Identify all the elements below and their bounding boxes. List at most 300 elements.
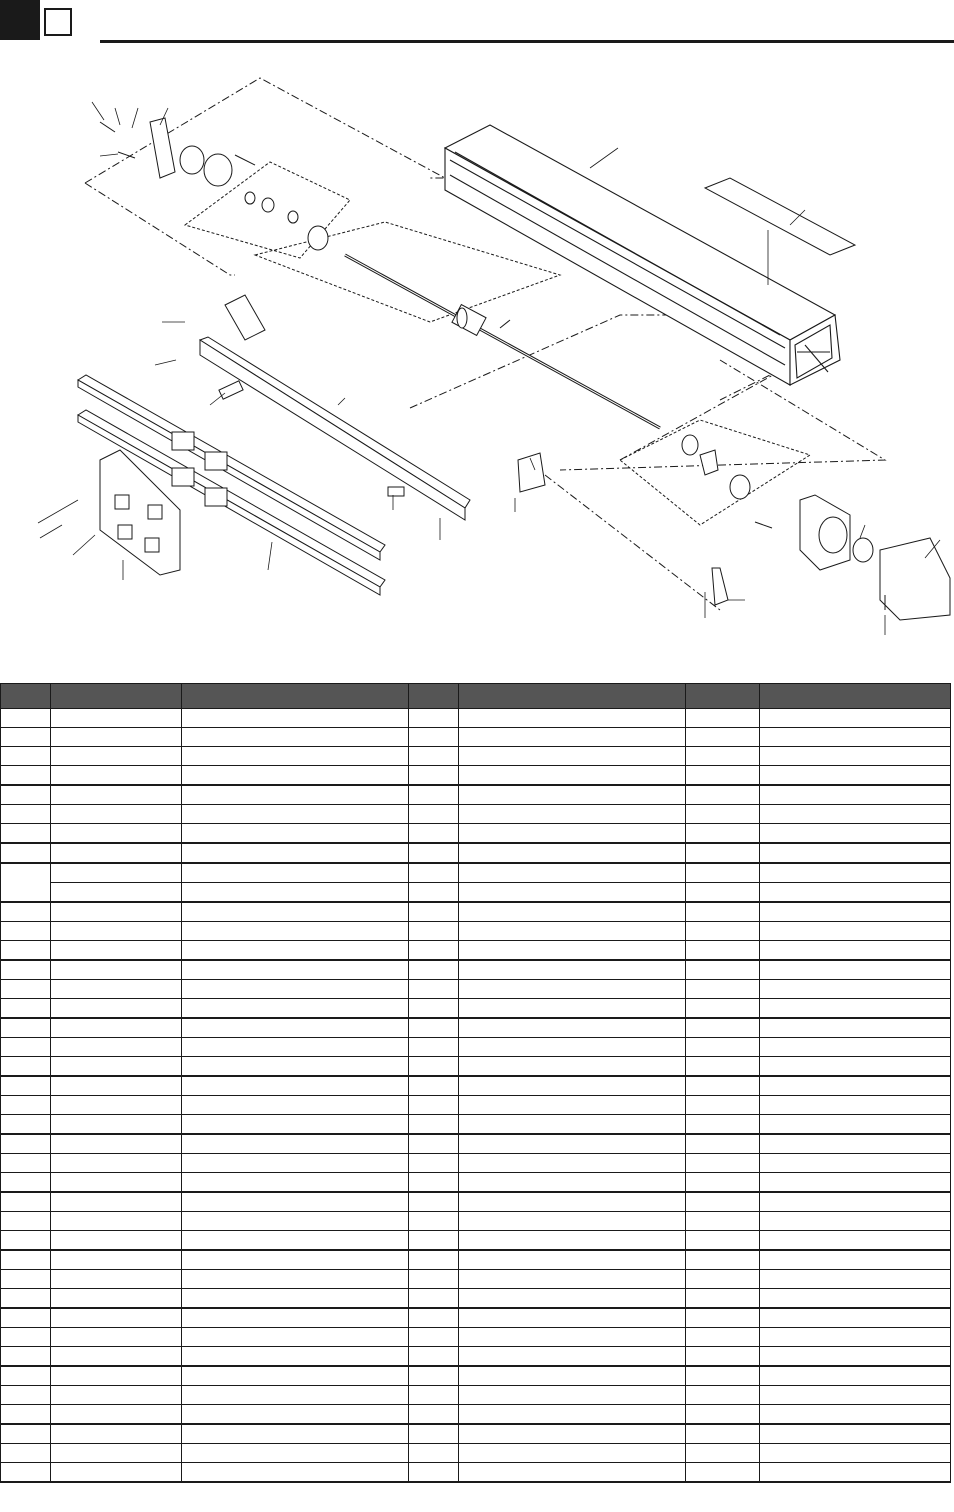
table-cell: [182, 960, 409, 980]
table-row: [1, 1018, 951, 1038]
table-cell: [182, 1405, 409, 1425]
table-cell: [459, 805, 686, 824]
table-cell: [182, 824, 409, 844]
table-cell: [760, 1018, 951, 1038]
table-cell: [182, 1289, 409, 1309]
table-cell: [51, 1076, 182, 1096]
table-cell: [1, 1115, 51, 1135]
table-row: [1, 805, 951, 824]
table-row: [1, 1154, 951, 1173]
table-cell: [1, 1192, 51, 1212]
table-cell: [686, 1444, 760, 1463]
table-cell: [409, 785, 459, 805]
table-cell: [459, 1308, 686, 1328]
column-header: [409, 684, 459, 709]
table-cell: [1, 863, 51, 902]
table-row: [1, 1096, 951, 1115]
table-cell: [686, 1057, 760, 1077]
table-cell: [760, 999, 951, 1019]
table-cell: [51, 1289, 182, 1309]
table-cell: [1, 1076, 51, 1096]
table-cell: [760, 1250, 951, 1270]
table-cell: [1, 1405, 51, 1425]
table-cell: [51, 805, 182, 824]
table-cell: [182, 1424, 409, 1444]
table-cell: [51, 1270, 182, 1289]
table-cell: [686, 709, 760, 728]
table-row: [1, 1115, 951, 1135]
table-cell: [760, 1076, 951, 1096]
table-cell: [409, 1347, 459, 1367]
table-cell: [409, 1173, 459, 1193]
table-cell: [760, 1289, 951, 1309]
table-cell: [409, 1366, 459, 1386]
table-cell: [182, 922, 409, 941]
table-cell: [686, 1115, 760, 1135]
table-cell: [409, 1154, 459, 1173]
table-cell: [459, 709, 686, 728]
table-cell: [409, 805, 459, 824]
table-cell: [760, 1134, 951, 1154]
table-cell: [760, 709, 951, 728]
table-row: [1, 1366, 951, 1386]
table-cell: [51, 1231, 182, 1251]
table-cell: [686, 941, 760, 961]
table-cell: [760, 824, 951, 844]
table-cell: [1, 1289, 51, 1309]
column-header: [182, 684, 409, 709]
title-rule: [100, 40, 954, 43]
table-cell: [459, 1366, 686, 1386]
table-cell: [686, 805, 760, 824]
table-cell: [182, 805, 409, 824]
table-row: [1, 843, 951, 863]
table-row: [1, 1057, 951, 1077]
table-cell: [409, 1231, 459, 1251]
table-cell: [1, 1328, 51, 1347]
table-cell: [409, 980, 459, 999]
table-cell: [686, 1154, 760, 1173]
table-cell: [409, 960, 459, 980]
table-cell: [760, 1366, 951, 1386]
table-row: [1, 1328, 951, 1347]
table-cell: [182, 1096, 409, 1115]
label-plate: [705, 178, 855, 255]
table-cell: [51, 980, 182, 999]
table-cell: [1, 1154, 51, 1173]
table-cell: [182, 1173, 409, 1193]
table-row: [1, 1289, 951, 1309]
table-cell: [409, 1250, 459, 1270]
table-cell: [182, 980, 409, 999]
table-cell: [459, 785, 686, 805]
table-cell: [182, 902, 409, 922]
table-cell: [459, 1386, 686, 1405]
table-cell: [51, 709, 182, 728]
table-cell: [459, 999, 686, 1019]
table-cell: [686, 843, 760, 863]
table-cell: [686, 1096, 760, 1115]
table-cell: [459, 1154, 686, 1173]
table-cell: [459, 1405, 686, 1425]
table-row: [1, 960, 951, 980]
table-row: [1, 1134, 951, 1154]
table-cell: [760, 1212, 951, 1231]
table-row: [1, 863, 951, 883]
table-cell: [51, 1038, 182, 1057]
table-cell: [1, 1366, 51, 1386]
table-cell: [686, 863, 760, 883]
table-cell: [686, 1250, 760, 1270]
table-cell: [409, 1424, 459, 1444]
table-cell: [686, 1405, 760, 1425]
table-cell: [686, 1366, 760, 1386]
table-cell: [1, 1444, 51, 1463]
table-cell: [459, 1018, 686, 1038]
table-row: [1, 902, 951, 922]
table-cell: [51, 1463, 182, 1483]
table-cell: [1, 766, 51, 786]
table-cell: [182, 1154, 409, 1173]
table-cell: [51, 728, 182, 747]
table-cell: [409, 863, 459, 883]
table-cell: [686, 747, 760, 766]
table-cell: [182, 1018, 409, 1038]
table-row: [1, 980, 951, 999]
table-cell: [51, 1366, 182, 1386]
left-bearing-housing: [150, 118, 328, 250]
table-cell: [1, 1173, 51, 1193]
table-cell: [459, 1096, 686, 1115]
table-row: [1, 1076, 951, 1096]
table-cell: [459, 980, 686, 999]
table-cell: [51, 883, 182, 903]
table-row: [1, 1173, 951, 1193]
table-row: [1, 785, 951, 805]
table-cell: [459, 1424, 686, 1444]
table-cell: [760, 1115, 951, 1135]
table-cell: [1, 1250, 51, 1270]
table-row: [1, 1386, 951, 1405]
table-cell: [686, 1328, 760, 1347]
table-cell: [760, 1192, 951, 1212]
table-cell: [51, 1347, 182, 1367]
table-cell: [51, 1424, 182, 1444]
table-cell: [760, 728, 951, 747]
table-header-row: [1, 684, 951, 709]
table-cell: [51, 1386, 182, 1405]
table-cell: [51, 1115, 182, 1135]
table-cell: [459, 922, 686, 941]
table-cell: [51, 1250, 182, 1270]
table-cell: [51, 1212, 182, 1231]
table-row: [1, 747, 951, 766]
table-cell: [459, 766, 686, 786]
table-cell: [1, 747, 51, 766]
table-cell: [760, 766, 951, 786]
table-cell: [459, 1289, 686, 1309]
table-cell: [686, 1192, 760, 1212]
table-cell: [51, 1192, 182, 1212]
table-cell: [459, 1270, 686, 1289]
table-row: [1, 999, 951, 1019]
table-row: [1, 1231, 951, 1251]
table-row: [1, 1444, 951, 1463]
table-cell: [51, 1405, 182, 1425]
table-cell: [686, 1173, 760, 1193]
table-row: [1, 1424, 951, 1444]
table-row: [1, 728, 951, 747]
table-cell: [1, 1038, 51, 1057]
table-cell: [409, 1076, 459, 1096]
table-cell: [51, 999, 182, 1019]
table-cell: [182, 709, 409, 728]
table-cell: [409, 728, 459, 747]
table-cell: [459, 1250, 686, 1270]
table-cell: [409, 1289, 459, 1309]
table-cell: [1, 728, 51, 747]
column-header: [459, 684, 686, 709]
table-cell: [686, 824, 760, 844]
table-cell: [459, 728, 686, 747]
table-cell: [760, 941, 951, 961]
table-cell: [760, 1154, 951, 1173]
table-cell: [409, 1115, 459, 1135]
table-cell: [1, 941, 51, 961]
table-row: [1, 709, 951, 728]
table-cell: [409, 1096, 459, 1115]
table-cell: [182, 1231, 409, 1251]
table-cell: [686, 728, 760, 747]
table-cell: [1, 1270, 51, 1289]
table-cell: [182, 883, 409, 903]
table-cell: [459, 1134, 686, 1154]
table-cell: [459, 843, 686, 863]
table-cell: [760, 1231, 951, 1251]
table-cell: [51, 1308, 182, 1328]
table-cell: [51, 1328, 182, 1347]
table-cell: [182, 1250, 409, 1270]
table-cell: [182, 1386, 409, 1405]
table-cell: [760, 1424, 951, 1444]
table-cell: [1, 902, 51, 922]
table-cell: [1, 1057, 51, 1077]
table-cell: [409, 1444, 459, 1463]
parts-list-table: [0, 683, 951, 1483]
table-cell: [182, 941, 409, 961]
table-cell: [760, 980, 951, 999]
table-cell: [1, 1386, 51, 1405]
table-cell: [459, 1347, 686, 1367]
table-cell: [51, 922, 182, 941]
table-cell: [1, 1463, 51, 1483]
table-cell: [409, 766, 459, 786]
table-cell: [1, 709, 51, 728]
table-cell: [51, 843, 182, 863]
table-cell: [1, 1212, 51, 1231]
table-cell: [51, 747, 182, 766]
table-cell: [51, 941, 182, 961]
table-cell: [51, 1018, 182, 1038]
table-cell: [760, 1057, 951, 1077]
table-cell: [760, 1173, 951, 1193]
table-cell: [182, 1134, 409, 1154]
table-cell: [459, 941, 686, 961]
table-cell: [182, 1444, 409, 1463]
table-cell: [686, 1270, 760, 1289]
table-cell: [409, 709, 459, 728]
table-row: [1, 922, 951, 941]
table-cell: [1, 824, 51, 844]
table-cell: [409, 1212, 459, 1231]
table-cell: [409, 1018, 459, 1038]
table-cell: [459, 1231, 686, 1251]
table-cell: [51, 1096, 182, 1115]
table-cell: [459, 824, 686, 844]
table-cell: [686, 902, 760, 922]
column-header: [1, 684, 51, 709]
table-cell: [686, 1463, 760, 1483]
table-cell: [1, 785, 51, 805]
table-cell: [459, 902, 686, 922]
table-cell: [686, 1038, 760, 1057]
table-cell: [409, 1192, 459, 1212]
table-cell: [182, 1057, 409, 1077]
table-cell: [1, 1231, 51, 1251]
table-row: [1, 1463, 951, 1483]
table-cell: [459, 747, 686, 766]
table-cell: [686, 1231, 760, 1251]
table-cell: [760, 1386, 951, 1405]
table-cell: [409, 1463, 459, 1483]
table-cell: [182, 1038, 409, 1057]
table-cell: [459, 1173, 686, 1193]
table-cell: [51, 1173, 182, 1193]
column-header: [686, 684, 760, 709]
table-row: [1, 1405, 951, 1425]
table-cell: [760, 883, 951, 903]
table-cell: [182, 863, 409, 883]
table-cell: [459, 1057, 686, 1077]
table-cell: [686, 1347, 760, 1367]
table-cell: [760, 1405, 951, 1425]
table-cell: [459, 1115, 686, 1135]
table-cell: [459, 1444, 686, 1463]
table-cell: [409, 843, 459, 863]
table-cell: [182, 1115, 409, 1135]
table-cell: [760, 1308, 951, 1328]
table-cell: [51, 1057, 182, 1077]
table-cell: [51, 824, 182, 844]
table-cell: [51, 785, 182, 805]
table-row: [1, 766, 951, 786]
table-cell: [1, 1347, 51, 1367]
table-cell: [686, 785, 760, 805]
table-cell: [51, 902, 182, 922]
table-cell: [760, 1038, 951, 1057]
column-header: [51, 684, 182, 709]
table-cell: [760, 1444, 951, 1463]
table-cell: [182, 1347, 409, 1367]
table-cell: [409, 1057, 459, 1077]
table-cell: [760, 1328, 951, 1347]
table-cell: [409, 1405, 459, 1425]
table-row: [1, 1250, 951, 1270]
section-tab-marker: [0, 0, 40, 40]
table-cell: [760, 1347, 951, 1367]
table-cell: [182, 843, 409, 863]
table-cell: [686, 1018, 760, 1038]
table-cell: [51, 960, 182, 980]
table-cell: [1, 1424, 51, 1444]
table-cell: [686, 1212, 760, 1231]
table-row: [1, 1347, 951, 1367]
table-cell: [409, 902, 459, 922]
table-cell: [51, 766, 182, 786]
exploded-parts-diagram: [0, 60, 954, 660]
table-cell: [1, 1018, 51, 1038]
table-cell: [686, 980, 760, 999]
table-row: [1, 1192, 951, 1212]
table-cell: [686, 1289, 760, 1309]
table-row: [1, 1038, 951, 1057]
table-row: [1, 824, 951, 844]
table-cell: [51, 1154, 182, 1173]
table-cell: [760, 960, 951, 980]
table-cell: [686, 1076, 760, 1096]
table-cell: [51, 863, 182, 883]
section-number-box: [44, 8, 72, 36]
table-cell: [1, 1096, 51, 1115]
main-beam: [445, 125, 840, 385]
table-cell: [459, 1038, 686, 1057]
table-cell: [182, 1328, 409, 1347]
table-cell: [459, 883, 686, 903]
table-cell: [760, 747, 951, 766]
table-row: [1, 1212, 951, 1231]
table-cell: [182, 766, 409, 786]
table-cell: [182, 1366, 409, 1386]
table-cell: [686, 1424, 760, 1444]
table-cell: [1, 922, 51, 941]
table-cell: [182, 728, 409, 747]
table-cell: [760, 1463, 951, 1483]
table-cell: [182, 785, 409, 805]
table-cell: [1, 1308, 51, 1328]
table-cell: [182, 1463, 409, 1483]
table-cell: [760, 1096, 951, 1115]
table-cell: [51, 1134, 182, 1154]
table-cell: [182, 747, 409, 766]
table-cell: [459, 1212, 686, 1231]
table-cell: [182, 999, 409, 1019]
table-cell: [686, 766, 760, 786]
table-cell: [760, 785, 951, 805]
table-cell: [182, 1308, 409, 1328]
table-cell: [409, 824, 459, 844]
motor-assembly: [682, 435, 950, 620]
table-cell: [686, 999, 760, 1019]
table-cell: [459, 1192, 686, 1212]
table-cell: [1, 999, 51, 1019]
table-cell: [1, 805, 51, 824]
table-row: [1, 883, 951, 903]
table-cell: [182, 1192, 409, 1212]
table-cell: [409, 941, 459, 961]
table-cell: [182, 1270, 409, 1289]
column-header: [760, 684, 951, 709]
table-cell: [409, 883, 459, 903]
